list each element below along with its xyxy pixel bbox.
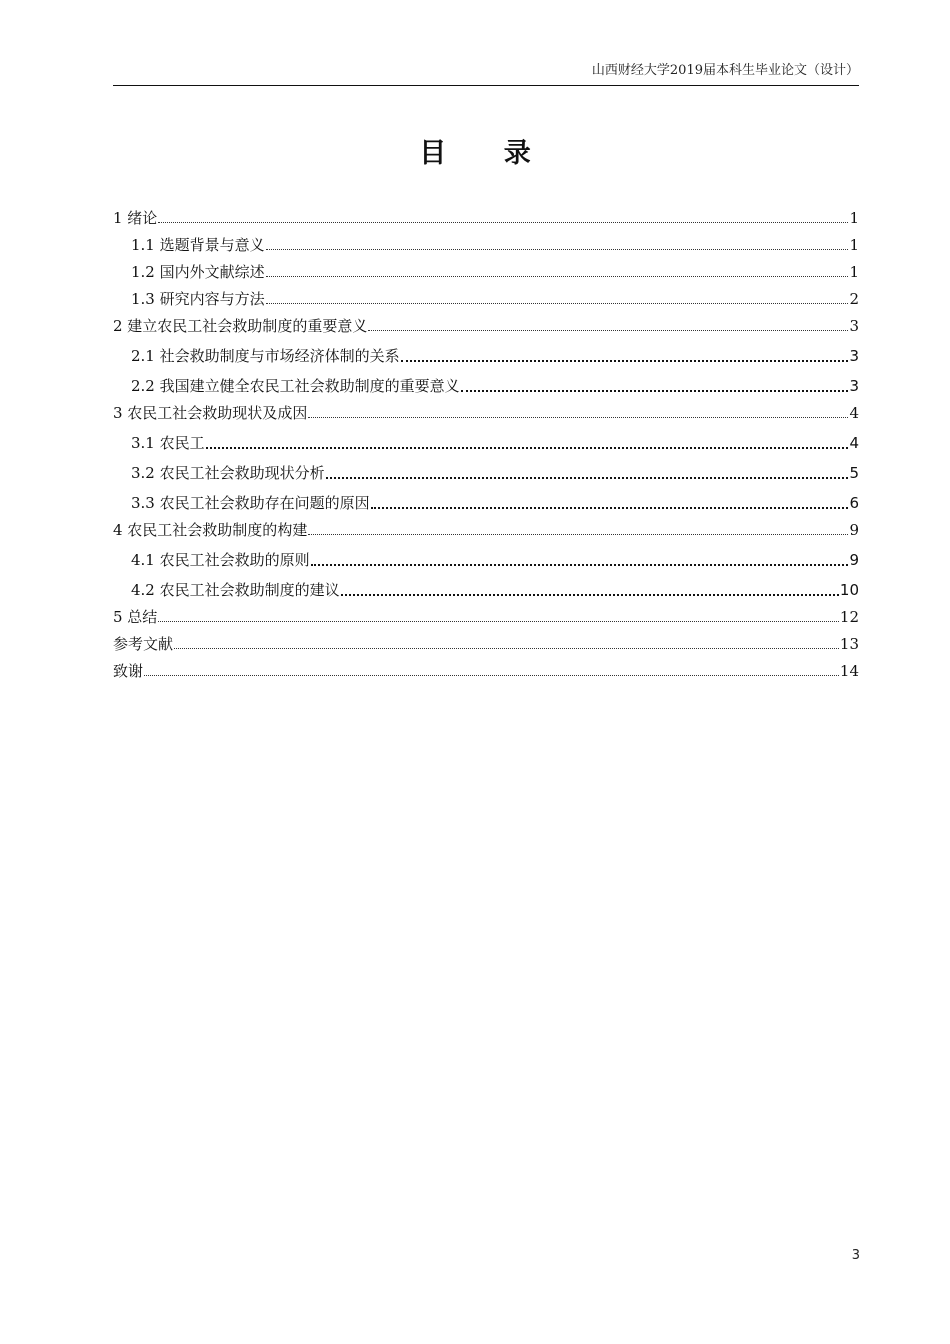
toc-entry-label: 3.2 农民工社会救助现状分析	[131, 464, 325, 482]
toc-entry[interactable]	[113, 483, 859, 513]
toc-entry[interactable]	[113, 513, 859, 540]
toc-entry-label: 3 农民工社会救助现状及成因	[113, 404, 308, 422]
toc-entry[interactable]	[113, 570, 859, 600]
toc-dot-leader	[461, 389, 849, 392]
toc-dot-leader	[158, 221, 848, 223]
header-rule	[113, 85, 859, 86]
toc-entry-label: 致谢	[113, 662, 144, 680]
toc-entry-label: 参考文献	[113, 635, 174, 653]
toc-entry[interactable]	[113, 336, 859, 366]
toc-entry-label: 5 总结	[113, 608, 158, 626]
toc-entry[interactable]	[113, 201, 859, 228]
toc-dot-leader	[174, 647, 839, 649]
toc-entry-page: 9	[849, 521, 859, 539]
toc-entry[interactable]	[113, 396, 859, 423]
toc-entry[interactable]	[113, 282, 859, 309]
page-number: 3	[851, 1248, 860, 1263]
toc-entry-label: 2 建立农民工社会救助制度的重要意义	[113, 317, 368, 335]
toc-entry-label: 3.1 农民工	[131, 434, 205, 452]
toc-entry-label: 4.2 农民工社会救助制度的建议	[131, 581, 340, 599]
toc-entry-label: 4.1 农民工社会救助的原则	[131, 551, 310, 569]
toc-entry-label: 1.2 国内外文献综述	[131, 263, 265, 281]
table-of-contents	[113, 201, 859, 681]
toc-entry-page: 1	[849, 236, 859, 254]
toc-entry[interactable]	[113, 627, 859, 654]
toc-entry[interactable]	[113, 309, 859, 336]
toc-entry-page: 3	[849, 347, 859, 365]
toc-entry-page: 1	[849, 209, 859, 227]
toc-dot-leader	[368, 329, 848, 331]
toc-dot-leader	[341, 593, 839, 596]
toc-entry-label: 3.3 农民工社会救助存在问题的原因	[131, 494, 370, 512]
toc-entry-page: 1	[849, 263, 859, 281]
toc-entry-page: 14	[839, 662, 859, 680]
toc-entry-page: 12	[839, 608, 859, 626]
toc-entry[interactable]	[113, 654, 859, 681]
toc-entry[interactable]	[113, 423, 859, 453]
toc-entry-label: 1.1 选题背景与意义	[131, 236, 265, 254]
toc-entry-page: 5	[849, 464, 859, 482]
toc-dot-leader	[206, 446, 849, 449]
toc-entry-page: 6	[849, 494, 859, 512]
toc-entry[interactable]	[113, 540, 859, 570]
toc-entry-label: 1 绪论	[113, 209, 158, 227]
toc-entry-label: 4 农民工社会救助制度的构建	[113, 521, 308, 539]
toc-dot-leader	[266, 248, 849, 250]
toc-dot-leader	[308, 416, 848, 418]
toc-entry[interactable]	[113, 453, 859, 483]
toc-entry-page: 3	[849, 377, 859, 395]
toc-dot-leader	[311, 563, 849, 566]
toc-dot-leader	[326, 476, 849, 479]
toc-entry-page: 10	[839, 581, 859, 599]
toc-entry-page: 4	[849, 434, 859, 452]
toc-entry[interactable]	[113, 600, 859, 627]
toc-entry-page: 9	[849, 551, 859, 569]
toc-entry[interactable]	[113, 255, 859, 282]
toc-entry[interactable]	[113, 228, 859, 255]
running-header: 山西财经大学2019届本科生毕业论文（设计）	[591, 63, 859, 78]
toc-entry[interactable]	[113, 366, 859, 396]
toc-dot-leader	[158, 620, 839, 622]
toc-title: 目 录	[419, 138, 555, 169]
toc-entry-label: 2.1 社会救助制度与市场经济体制的关系	[131, 347, 400, 365]
toc-dot-leader	[144, 674, 839, 676]
toc-entry-page: 13	[839, 635, 859, 653]
toc-dot-leader	[371, 506, 849, 509]
toc-entry-page: 2	[849, 290, 859, 308]
toc-dot-leader	[401, 359, 849, 362]
toc-dot-leader	[308, 533, 848, 535]
toc-entry-label: 2.2 我国建立健全农民工社会救助制度的重要意义	[131, 377, 460, 395]
toc-entry-page: 3	[849, 317, 859, 335]
toc-entry-page: 4	[849, 404, 859, 422]
toc-dot-leader	[266, 275, 849, 277]
toc-dot-leader	[266, 302, 849, 304]
toc-entry-label: 1.3 研究内容与方法	[131, 290, 265, 308]
